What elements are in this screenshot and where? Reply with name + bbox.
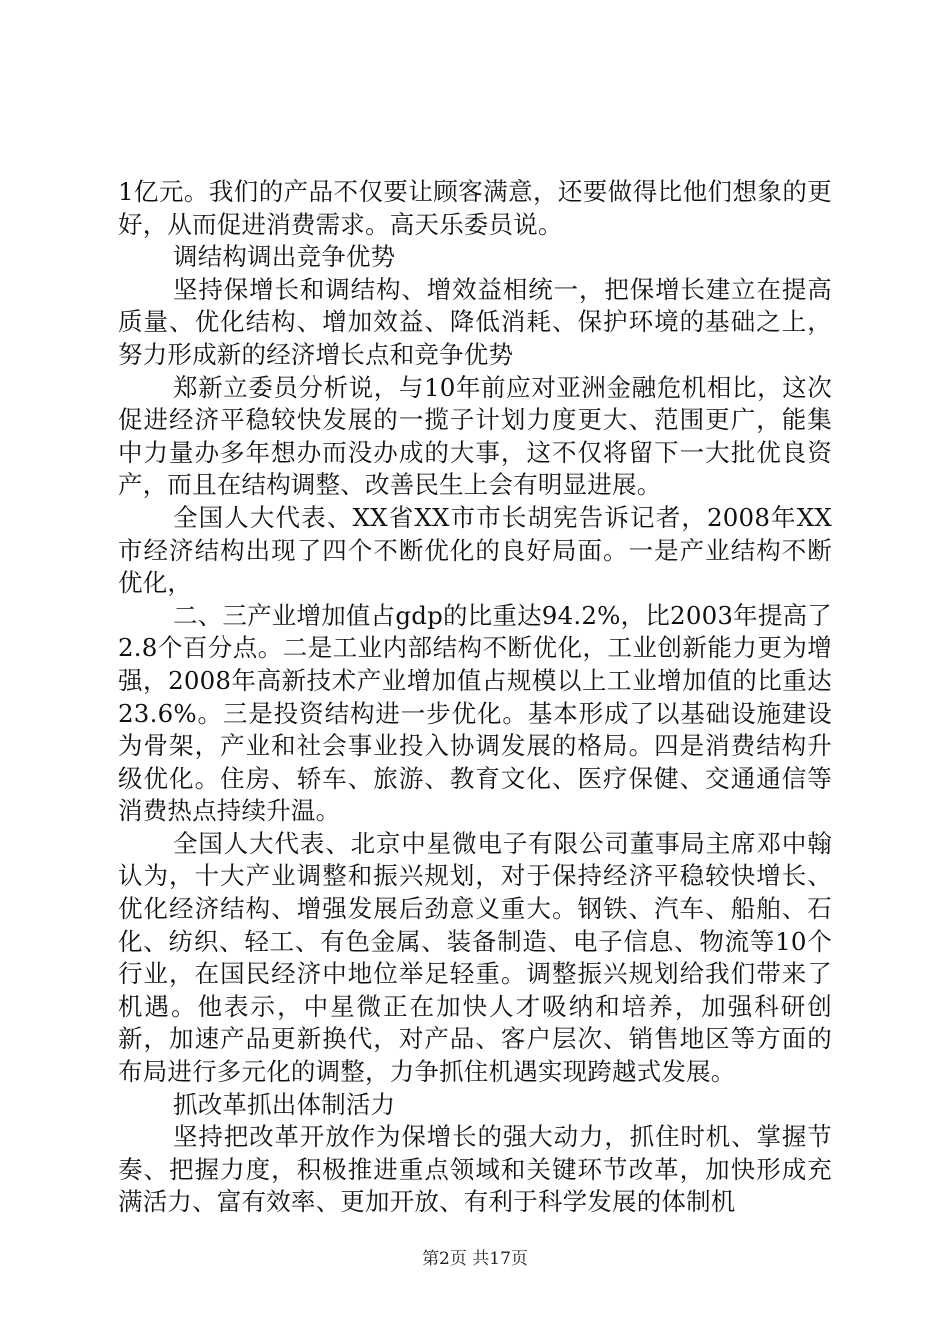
paragraph-6: 全国人大代表、北京中星微电子有限公司董事局主席邓中翰认为，十大产业调整和振兴规划，对于保持经济平稳较快增长、优化经济结构、增强发展后劲意义重大。钢铁、汽车、船舶、石化、纺织、轻工、有色金属、装备制造、电子信息、物流等10个行业，在国民经济中地位举足轻重。调整振兴规划给我们带来了机遇。他表示，中星微正在加快人才吸纳和培养，加强科研创新，加速产品更新换代，对产品、客户层次、销售地区等方面的布局进行多元化的调整，力争抓住机遇实现跨越式发展。 bbox=[118, 828, 832, 1087]
paragraph-4: 全国人大代表、XX省XX市市长胡宪告诉记者，2008年XX市经济结构出现了四个不断优化的良好局面。一是产业结构不断优化， bbox=[118, 502, 832, 598]
section-heading-reform: 抓改革抓出体制活力 bbox=[173, 1089, 396, 1119]
paragraph-7: 坚持把改革开放作为保增长的强大动力，抓住时机、掌握节奏、把握力度，积极推进重点领域和关键环节改革，加快形成充满活力、富有效率、更加开放、有利于科学发展的体制机 bbox=[118, 1122, 832, 1217]
paragraph-2: 坚持保增长和调结构、增效益相统一，把保增长建立在提高质量、优化结构、增加效益、降低消耗、保护环境的基础之上，努力形成新的经济增长点和竞争优势 bbox=[118, 274, 832, 369]
section-heading-adjust-structure: 调结构调出竞争优势 bbox=[173, 242, 396, 272]
paragraph-5: 二、三产业增加值占gdp的比重达94.2%，比2003年提高了2.8个百分点。二是工业内部结构不断优化，工业创新能力更为增强，2008年高新技术产业增加值占规模以上工业增加值的比重达23.6%。三是投资结构进一步优化。基本形成了以基础设施建设为骨架，产业和社会事业投入协调发展的格局。四是消费结构升级优化。住房、轿车、旅游、教育文化、医疗保健、交通通信等消费热点持续升温。 bbox=[118, 600, 832, 826]
paragraph-3: 郑新立委员分析说，与10年前应对亚洲金融危机相比，这次促进经济平稳较快发展的一揽子计划力度更大、范围更广，能集中力量办多年想办而没办成的大事，这不仅将留下一大批优良资产，而且在结构调整、改善民生上会有明显进展。 bbox=[118, 372, 832, 500]
page-number-footer: 第2页 共17页 bbox=[422, 1249, 528, 1269]
paragraph-1: 1亿元。我们的产品不仅要让顾客满意，还要做得比他们想象的更好，从而促进消费需求。高天乐委员说。 bbox=[118, 177, 832, 239]
document-body bbox=[118, 176, 832, 1219]
